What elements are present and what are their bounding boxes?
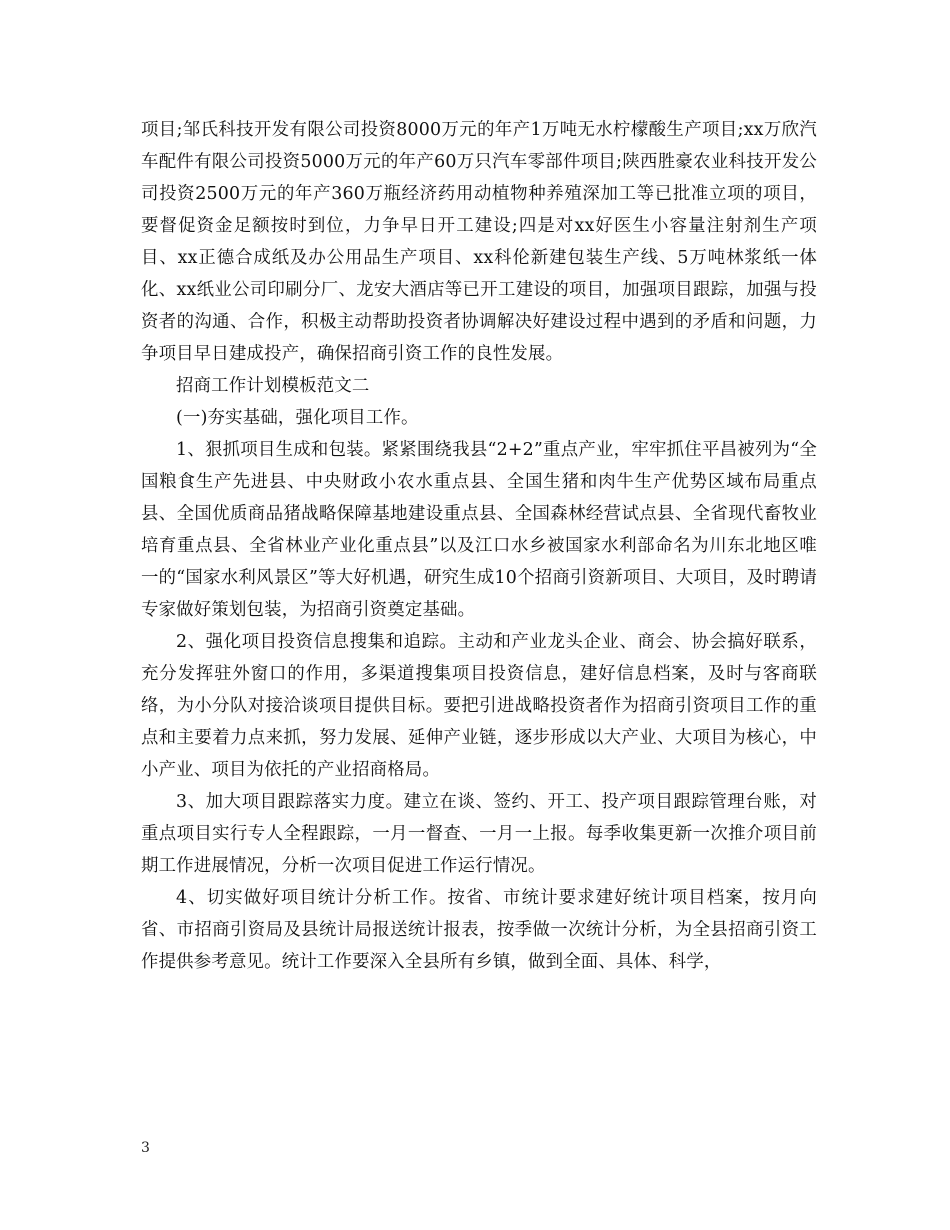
paragraph-item-1: 1、狠抓项目生成和包装。紧紧围绕我县“2+2”重点产业，牢牢抓住平昌被列为“全国粮食生产先进县、中央财政小农水重点县、全国生猪和肉牛生产优势区域布局重点县、全国优质商品猪战略保障基地建设重点县、全国森林经营试点县、全省现代畜牧业培育重点县、全省林业产业化重点县”以及江口水乡被国家水利部命名为川东北地区唯一的“国家水利风景区”等大好机遇，研究生成10个招商引资新项目、大项目，及时聘请专家做好策划包装，为招商引资奠定基础。: [141, 440, 817, 620]
paragraph-project-list: 项目;邹氏科技开发有限公司投资8000万元的年产1万吨无水柠檬酸生产项目;xx万欣汽车配件有限公司投资5000万元的年产60万只汽车零部件项目;陕西胜豪农业科技开发公司投资2500万元的年产360万瓶经济药用动植物种养殖深加工等已批准立项的项目，要督促资金足额按时到位，力争早日开工建设;四是对xx好医生小容量注射剂生产项目、xx正德合成纸及办公用品生产项目、xx科伦新建包装生产线、5万吨林浆纸一体化、xx纸业公司印刷分厂、龙安大酒店等已开工建设的项目，加强项目跟踪，加强与投资者的沟通、合作，积极主动帮助投资者协调解决好建设过程中遇到的矛盾和问题，力争项目早日建成投产，确保招商引资工作的良性发展。: [141, 120, 817, 364]
paragraph-item-4: 4、切实做好项目统计分析工作。按省、市统计要求建好统计项目档案，按月向省、市招商引资局及县统计局报送统计报表，按季做一次统计分析，为全县招商引资工作提供参考意见。统计工作要深入全县所有乡镇，做到全面、具体、科学，: [141, 888, 817, 972]
subsection-title: (一)夯实基础，强化项目工作。: [176, 408, 419, 428]
page-number: 3: [141, 1140, 150, 1156]
paragraph-item-2: 2、强化项目投资信息搜集和追踪。主动和产业龙头企业、商会、协会搞好联系，充分发挥驻外窗口的作用，多渠道搜集项目投资信息，建好信息档案，及时与客商联络，为小分队对接洽谈项目提供目标。要把引进战略投资者作为招商引资项目工作的重点和主要着力点来抓，努力发展、延伸产业链，逐步形成以大产业、大项目为核心，中小产业、项目为依托的产业招商格局。: [141, 632, 817, 780]
paragraph-item-3: 3、加大项目跟踪落实力度。建立在谈、签约、开工、投产项目跟踪管理台账，对重点项目实行专人全程跟踪，一月一督查、一月一上报。每季收集更新一次推介项目前期工作进展情况，分析一次项目促进工作运行情况。: [141, 792, 817, 876]
section-title: 招商工作计划模板范文二: [176, 376, 370, 396]
document-body: [141, 114, 817, 978]
